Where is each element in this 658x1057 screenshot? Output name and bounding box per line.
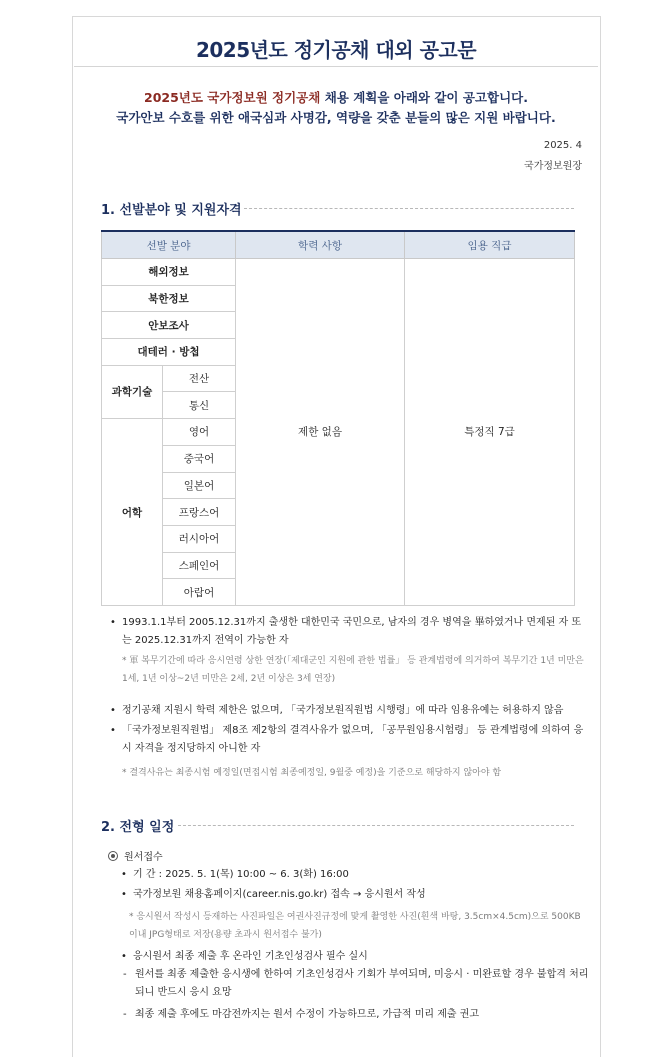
- recruitment-table: [101, 230, 575, 606]
- field-cell: 대테러 · 방첩: [102, 339, 236, 366]
- radio-bullet-icon: [108, 851, 118, 861]
- section-2-title: 2. 전형 일정: [101, 820, 175, 835]
- announcement-date: 2025. 4: [543, 140, 582, 151]
- page-title: 2025년도 정기공채 대외 공고문: [195, 38, 477, 62]
- sub-field-cell: 영어: [163, 419, 236, 446]
- eligibility-bullet-1: [110, 614, 585, 688]
- bullet-text: • 정기공채 지원시 학력 제한은 없으며, 「국가정보원직원법 시행령」에 따라 임용유예는 허용하지 않음: [110, 702, 585, 720]
- sub-field-cell: 스페인어: [163, 552, 236, 579]
- bullet-note: * 결격사유는 최종시험 예정일(면접시험 최종예정일, 9월중 예정)을 기준으로 해당하지 않아야 함: [122, 768, 502, 778]
- section-1-title: 1. 선발분야 및 지원자격: [101, 203, 242, 218]
- bullet-note: * 軍 복무기간에 따라 응시연령 상한 연장(「제대군인 지원에 관한 법률」 등 관계법령에 의거하여 복무기간 1년 미만은 1세, 1년 이상~2년 미만은 2세, 2년 이상은 3세 연장): [122, 656, 584, 684]
- announcement-signer: 국가정보원장: [524, 161, 582, 172]
- sub-field-cell: 통신: [163, 392, 236, 419]
- eligibility-bullet-3: [110, 722, 585, 758]
- table-header-grade: 임용 직급: [405, 231, 575, 259]
- intro-line-2: 국가안보 수호를 위한 애국심과 사명감, 역량을 갖춘 분들의 많은 지원 바랍니다.: [116, 110, 556, 125]
- eligibility-note: [110, 764, 585, 782]
- table-header-field: 선발 분야: [102, 231, 236, 259]
- sub-field-cell: 중국어: [163, 445, 236, 472]
- intro-highlight: 2025년도 국가정보원 정기공채: [144, 90, 321, 105]
- sub-field-cell: 아랍어: [163, 579, 236, 606]
- schedule-line: [121, 948, 591, 966]
- schedule-line: [121, 908, 591, 944]
- title-divider: [74, 66, 598, 67]
- schedule-line: [121, 966, 591, 1002]
- section-1-rule: [244, 208, 574, 209]
- schedule-subhead-label: 원서접수: [124, 852, 163, 863]
- schedule-subhead: [108, 848, 163, 863]
- intro-line-1-rest: 채용 계획을 아래와 같이 공고합니다.: [320, 90, 528, 105]
- schedule-website: • 국가정보원 채용홈페이지(career.nis.go.kr) 접속 → 응시원서 작성: [121, 886, 591, 904]
- intro-line-1: [72, 88, 600, 106]
- education-cell: 제한 없음: [236, 259, 405, 606]
- bullet-text: • 1993.1.1부터 2005.12.31까지 출생한 대한민국 국민으로, 남자의 경우 병역을 畢하였거나 면제된 자 또는 2025.12.31까지 전역이 가능한 자: [110, 614, 585, 650]
- language-group-cell: 어학: [102, 419, 163, 606]
- sub-field-cell: 전산: [163, 365, 236, 392]
- science-group-cell: 과학기술: [102, 365, 163, 418]
- schedule-dash-item: - 최종 제출 후에도 마감전까지는 원서 수정이 가능하므로, 가급적 미리 제출 권고: [121, 1006, 591, 1024]
- sub-field-cell: 일본어: [163, 472, 236, 499]
- sub-field-cell: 프랑스어: [163, 499, 236, 526]
- grade-cell: 특정직 7급: [405, 259, 575, 606]
- field-cell: 해외정보: [102, 259, 236, 286]
- table-header-row: [102, 231, 575, 259]
- schedule-period: • 기 간 : 2025. 5. 1(목) 10:00 ~ 6. 3(화) 16:00: [121, 866, 591, 884]
- field-cell: 안보조사: [102, 312, 236, 339]
- schedule-personality-test: • 응시원서 최종 제출 후 온라인 기초인성검사 필수 실시: [121, 948, 591, 966]
- bullet-text: • 「국가정보원직원법」 제8조 제2항의 결격사유가 없으며, 「공무원임용시험령」 등 관계법령에 의하여 응시 자격을 정지당하지 아니한 자: [110, 722, 585, 758]
- section-2-rule: [178, 825, 574, 826]
- schedule-line: [121, 886, 591, 904]
- schedule-line: [121, 866, 591, 884]
- table-header-education: 학력 사항: [236, 231, 405, 259]
- sub-field-cell: 러시아어: [163, 525, 236, 552]
- schedule-line: [121, 1006, 591, 1024]
- schedule-photo-note: * 응시원서 작성시 등재하는 사진파일은 여권사진규정에 맞게 촬영한 사진(흰색 바탕, 3.5cm×4.5cm)으로 500KB 이내 JPG형태로 저장(용량 초과시 원서접수 불가): [129, 912, 581, 940]
- eligibility-bullet-2: [110, 702, 585, 720]
- table-row: [102, 259, 575, 286]
- field-cell: 북한정보: [102, 285, 236, 312]
- schedule-dash-item: - 원서를 최종 제출한 응시생에 한하여 기초인성검사 기회가 부여되며, 미응시 · 미완료할 경우 불합격 처리되니 반드시 응시 요망: [121, 966, 591, 1002]
